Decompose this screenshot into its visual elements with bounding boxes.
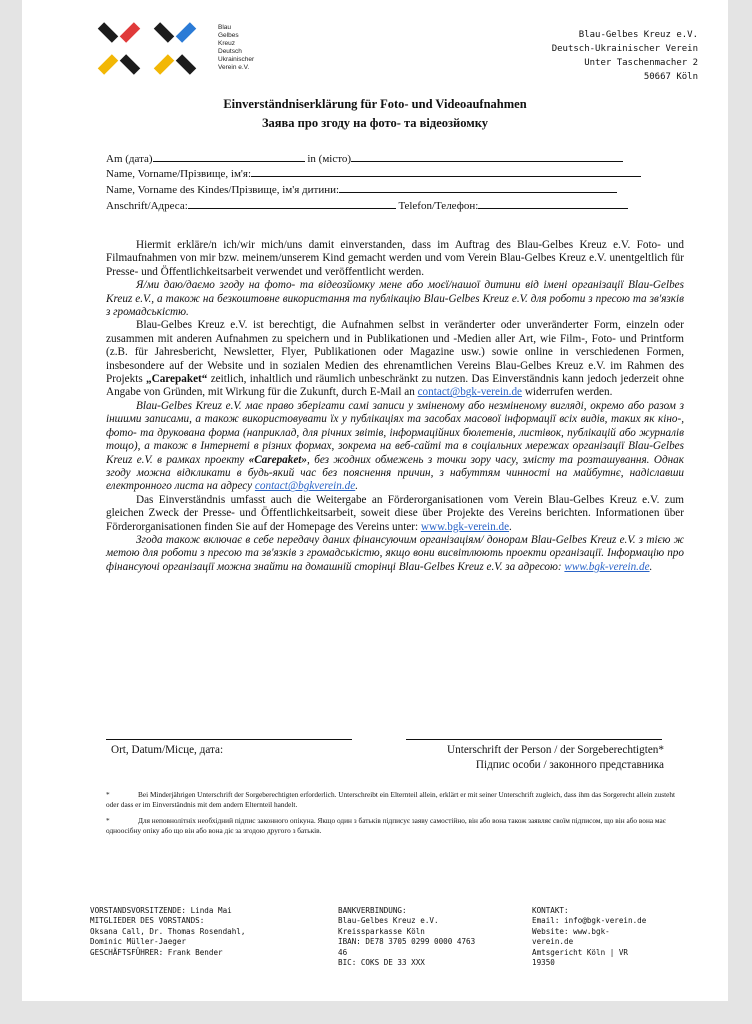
asterisk-icon: * [106,816,110,825]
consent-text [106,239,684,574]
signature-label-ua: Підпис особи / законного представника [475,759,664,771]
website-link[interactable]: www.bgk-verein.de [564,560,650,573]
asterisk-icon: * [106,790,110,799]
date-label: Am (дата) [106,153,153,165]
logo-line: Blau [218,24,232,31]
text-span: . [355,480,358,493]
logo-line: Deutsch [218,48,242,55]
text-span: , без жодних обмежень з точки зору часу, змісту та розташування. Однак згоду можна відкликати в будь-який час без пояснення причин, з набуттям чинності на майбутнє, надіславши електронного листа на адресу [106,453,685,493]
paragraph-de-2 [106,319,684,399]
text-span: . [509,520,512,533]
footer-line: Amtsgericht Köln | VR [532,947,629,957]
footnote-text: Для неповнолітніх необхідний підпис законного опікуна. Якщо один з батьків підписує заяву самостійно, він або вона також заявляє своїм підписом, що він або вона має одноосібну опіку або що він або вона діє за згодою другого з батьків. [106,816,666,835]
form-row-child [106,182,686,196]
document-page [22,0,728,1001]
footer-line: KONTAKT: [532,906,569,915]
project-name: «Carepaket» [248,453,308,466]
logo-line: Ukrainischer [218,56,255,63]
footer-bank [338,906,518,968]
logo-line: Verein e.V. [218,64,250,71]
footer-contact [532,906,682,968]
paragraph-ua-3 [106,534,684,574]
form-row-address [106,198,686,212]
email-link[interactable]: contact@bgkverein.de [254,480,356,493]
footnote-ua [106,816,686,836]
name-label: Name, Vorname/Прізвище, ім'я: [106,168,252,180]
text-span: Blau-Gelbes Kreuz e.V. ist berechtigt, die Aufnahmen selbst in veränderter oder unveränderter Form, einzeln oder zusammen mit anderen Aufnahmen zu speichern und in Publikationen und -Medien aller Art, wie Film-, Foto- und Printform (z.B. für Jahresbericht, Newsletter, Flyer, Publikationen oder Magazine usw.) sowie online in verschiedenen Formen, insbesondere auf der Website und in sozialen Medien des ehrenamtlichen Vereins Blau-Gelbes Kreuz e.V. im Rahmen des Projekts [106,319,684,386]
footer-board [90,906,302,958]
email-link[interactable]: contact@bgk-verein.de [417,386,523,399]
footer-line: Dominic Müller-Jaeger [90,937,187,947]
org-subtitle: Deutsch-Ukrainischer Verein [551,44,698,54]
address-field[interactable] [188,198,396,209]
organization-header [552,28,698,84]
text-span: widerrufen werden. [522,386,613,399]
org-city: 50667 Köln [643,72,698,82]
phone-field[interactable] [478,198,628,209]
address-label: Anschrift/Адреса: [106,200,188,212]
place-label: in (місто) [307,153,352,165]
footer-line: VORSTANDSVORSITZENDE: Linda Mai [90,906,232,915]
logo-line: Kreuz [218,40,235,47]
footnotes [106,790,686,842]
footer-line: 19350 [532,958,555,968]
form-row-date [106,151,686,165]
signature-label-de: Unterschrift der Person / der Sorgeberechtigten* [447,744,664,756]
footer-line: Website: www.bgk- [532,926,610,936]
title-de: Einverständniserklärung für Foto- und Videoaufnahmen [223,97,527,111]
footer-line: Oksana Call, Dr. Thomas Rosendahl, [90,926,246,936]
logo-text [218,24,254,72]
footer-line: GESCHÄFTSFÜHRER: Frank Bender [90,947,223,957]
name-field[interactable] [251,166,641,177]
text-span: . [649,560,653,573]
project-name: „Carepaket“ [146,373,208,386]
footer-line: Email: info@bgk-verein.de [532,916,647,926]
org-name: Blau-Gelbes Kreuz e.V. [578,30,698,40]
footer-line: IBAN: DE78 3705 0299 0000 4763 [338,937,476,947]
paragraph-de-1: Hiermit erkläre/n ich/wir mich/uns damit einverstanden, dass im Auftrag des Blau-Gelbes Kreuz e.V. Foto- und Filmaufnahmen von mir bzw. meinem/unserem Kind gemacht werden und vom Verein Blau-Gelbes Kreuz e.V. unentgeltlich für Presse- und Öffentlichkeitsarbeit verwendet und veröffentlicht werden. [106,239,684,278]
footer-line: MITGLIEDER DES VORSTANDS: [90,916,205,926]
text-span: Das Einverständnis umfasst auch die Weitergabe an Förderorganisationen vom Verein Blau-Gelbes Kreuz e.V. zum gleichen Zweck der Presse- und Öffentlichkeitsarbeit, soweit diese über Projekte des Vereins berichten. Informationen über Förderorganisationen finden Sie auf der Homepage des Vereins unter: [106,493,684,533]
child-name-label: Name, Vorname des Kindes/Прізвище, ім'я дитини: [106,184,340,196]
date-field[interactable] [153,151,305,162]
paragraph-ua-1: Я/ми даю/даємо згоду на фото- та відеозйомку мене або моєї/нашої дитини від імені організації Blau-Gelbes Kreuz e.V., а також на безкоштовне використання та публікацію Blau-Gelbes Kreuz e.V. для роботи з пресою та зв'язків з громадськістю. [106,279,684,319]
form-row-name [106,166,686,180]
paragraph-ua-2 [106,400,684,494]
footnote-text: Bei Minderjährigen Unterschrift der Sorgeberechtigten erforderlich. Unterschreibt ein Elternteil allein, erklärt er mit seiner Unterschrift zugleich, dass ihm das Sorgerecht allein zusteht oder dass er im Einverständnis mit dem andern Elternteil handelt. [106,790,676,809]
footer-line: 46 [338,947,348,957]
footer-line: Blau-Gelbes Kreuz e.V. [338,916,439,926]
place-date-signature-line[interactable] [106,739,352,740]
place-date-label: Ort, Datum/Місце, дата: [111,744,224,756]
person-signature-line[interactable] [406,739,662,740]
footer-line: BANKVERBINDUNG: [338,906,407,915]
paragraph-de-3 [106,494,684,534]
text-span: Згода також включає в себе передачу даних фінансуючим організаціям/ донорам Blau-Gelbes Kreuz e.V. з тією ж метою для роботи з пресою та зв'язків з громадськістю, якщо вони висвітлюють проекти організації. Інформацію про фінансуючі організації можна знайти на домашній сторінці Blau-Gelbes Kreuz e.V. за адресою: [106,533,684,573]
place-field[interactable] [351,151,623,162]
footer-line: Kreissparkasse Köln [338,926,425,936]
footer-line: verein.de [532,937,574,947]
org-street: Unter Taschenmacher 2 [584,58,698,68]
footer-line: BIC: COKS DE 33 XXX [338,958,425,968]
website-link[interactable]: www.bgk-verein.de [420,520,510,533]
child-name-field[interactable] [339,182,617,193]
phone-label: Telefon/Телефон: [398,200,479,212]
title-ua: Заява про згоду на фото- та відеозйомку [261,116,489,130]
logo-line: Gelbes [218,32,239,39]
footnote-de [106,790,686,810]
text-span: zeitlich, inhaltlich und räumlich unbeschränkt zu nutzen. Das Einverständnis kann jedoch jederzeit ohne Angabe von Gründen, mit Wirkung für die Zukunft, durch E-Mail an [106,373,684,399]
logo-icon [94,22,204,82]
text-span: Blau-Gelbes Kreuz e.V. має право зберігати самі записи у зміненому або незміненому вигляді, окремо або разом з іншими записами, а також використовувати їх у публікаціях та засобах масової інформації всіх видів, таких як кіно-, фото- та друкована форма (наприклад, для річних звітів, інформаційних бюлетенів, листівок, публікацій або журналів тощо), а також в Інтернеті в різних формах, зокрема на веб-сайті та в соціальних мережах організації Blau-Gelbes Kreuz e.V. в рамках проекту [106,399,684,466]
